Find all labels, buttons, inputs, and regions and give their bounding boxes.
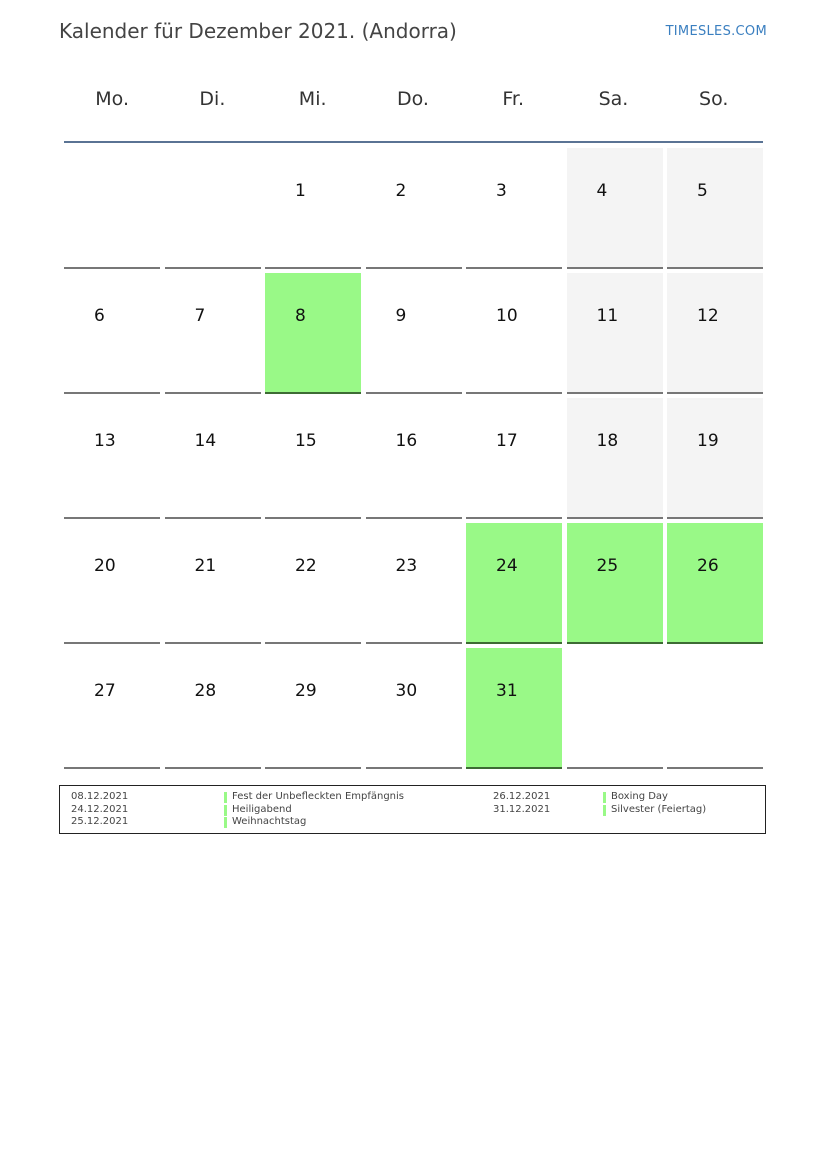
header-divider: [64, 141, 763, 143]
day-cell-13: [64, 398, 160, 519]
day-cell-23: [366, 523, 462, 644]
day-number: 31: [496, 681, 518, 701]
day-cell-2: [366, 148, 462, 269]
day-cell-9: [366, 273, 462, 394]
day-number: 30: [395, 681, 418, 701]
day-number: 19: [697, 431, 719, 451]
legend-holiday-name: Boxing Day: [611, 791, 668, 802]
day-cell-15: [265, 398, 361, 519]
brand-link[interactable]: TIMESLES.COM: [665, 24, 767, 39]
day-number: 16: [395, 431, 418, 451]
day-cell-1: [265, 148, 361, 269]
day-number: 11: [596, 306, 619, 326]
legend-holiday-name: Weihnachtstag: [232, 816, 307, 827]
day-cell-19: [667, 398, 763, 519]
day-cell-10: [466, 273, 562, 394]
day-cell-14: [165, 398, 261, 519]
day-cell-27: [64, 648, 160, 769]
weekday-mon: Mo.: [95, 88, 129, 110]
day-number: 8: [295, 306, 306, 326]
day-cell-8: [265, 273, 361, 394]
day-number: 29: [295, 681, 317, 701]
day-number: 1: [295, 181, 306, 201]
day-number: 25: [596, 556, 619, 576]
day-number: 4: [596, 181, 608, 201]
legend-color-marker: [224, 792, 227, 803]
day-cell-empty: [165, 148, 261, 269]
day-cell-6: [64, 273, 160, 394]
legend-holiday-name: Fest der Unbefleckten Empfängnis: [232, 791, 405, 802]
day-number: 5: [697, 181, 708, 201]
day-number: 15: [295, 431, 317, 451]
weekday-header: [62, 88, 764, 120]
weekday-sat: Sa.: [598, 88, 629, 110]
legend-color-marker: [603, 792, 606, 803]
calendar-grid: [62, 148, 764, 773]
day-number: 9: [395, 306, 407, 326]
day-number: 18: [596, 431, 619, 451]
weekday-tue: Di.: [199, 88, 226, 110]
day-number: 22: [295, 556, 317, 576]
legend-color-marker: [224, 805, 227, 816]
day-cell-29: [265, 648, 361, 769]
day-cell-empty: [64, 148, 160, 269]
page-title: Kalender für Dezember 2021. (Andorra): [59, 19, 457, 43]
day-cell-30: [366, 648, 462, 769]
day-cell-3: [466, 148, 562, 269]
day-cell-24: [466, 523, 562, 644]
legend-color-marker: [224, 817, 227, 828]
day-cell-28: [165, 648, 261, 769]
day-number: 6: [94, 306, 105, 326]
day-number: 23: [395, 556, 418, 576]
day-number: 20: [94, 556, 116, 576]
legend-date: 26.12.2021: [493, 791, 551, 802]
day-cell-25: [567, 523, 663, 644]
legend-date: 31.12.2021: [493, 803, 551, 815]
day-cell-12: [667, 273, 763, 394]
day-cell-empty: [667, 648, 763, 769]
day-cell-22: [265, 523, 361, 644]
day-cell-11: [567, 273, 663, 394]
day-cell-26: [667, 523, 763, 644]
day-number: 28: [194, 681, 217, 701]
legend-holiday-name: Heiligabend: [232, 803, 292, 815]
day-number: 24: [496, 556, 518, 576]
legend-holiday-name: Silvester (Feiertag): [611, 803, 707, 815]
day-cell-7: [165, 273, 261, 394]
weekday-wed: Mi.: [298, 88, 327, 110]
holiday-legend: [59, 785, 766, 834]
day-number: 26: [697, 556, 719, 576]
legend-date: 25.12.2021: [71, 816, 129, 827]
day-number: 27: [94, 681, 116, 701]
day-cell-18: [567, 398, 663, 519]
legend-date: 24.12.2021: [71, 803, 129, 815]
legend-color-marker: [603, 805, 606, 816]
day-cell-17: [466, 398, 562, 519]
day-number: 2: [395, 181, 407, 201]
day-number: 21: [194, 556, 217, 576]
day-number: 3: [496, 181, 507, 201]
day-cell-16: [366, 398, 462, 519]
day-cell-20: [64, 523, 160, 644]
day-cell-31: [466, 648, 562, 769]
legend-date: 08.12.2021: [71, 791, 129, 802]
day-number: 14: [194, 431, 217, 451]
weekday-thu: Do.: [396, 88, 429, 110]
day-number: 7: [194, 306, 206, 326]
day-cell-empty: [567, 648, 663, 769]
weekday-fri: Fr.: [502, 88, 525, 110]
day-number: 13: [94, 431, 116, 451]
day-cell-21: [165, 523, 261, 644]
day-cell-5: [667, 148, 763, 269]
day-number: 12: [697, 306, 719, 326]
day-cell-4: [567, 148, 663, 269]
weekday-sun: So.: [699, 88, 729, 110]
day-number: 17: [496, 431, 518, 451]
day-number: 10: [496, 306, 518, 326]
